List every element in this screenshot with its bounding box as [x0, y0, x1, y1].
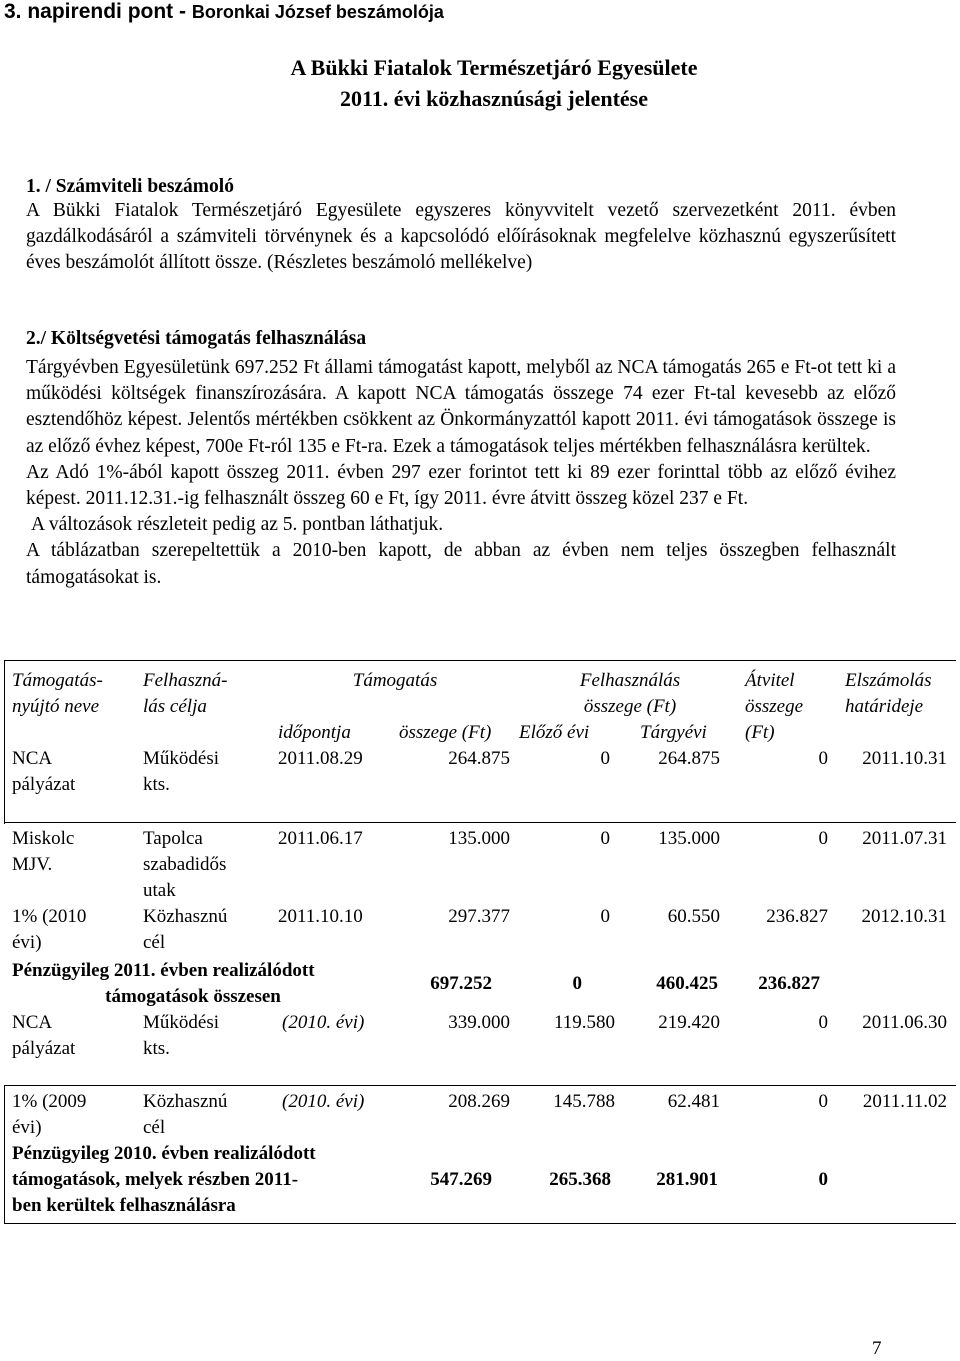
report-title: A Bükki Fiatalok Természetjáró Egyesülete [290, 55, 698, 80]
section-heading-rest: Boronkai József beszámolója [191, 2, 444, 22]
row3-provider-1: 1% (2010 [12, 906, 87, 927]
row3-amount: 297.377 [448, 906, 510, 927]
header-deadline-2: határideje [845, 696, 924, 717]
header-amount: összege (Ft) [399, 722, 492, 743]
sum2011-amount: 697.252 [430, 973, 492, 994]
row1-provider-1: NCA [12, 748, 53, 769]
table-rule [4, 1223, 956, 1224]
row5-provider-2: évi) [12, 1117, 42, 1138]
row4-amount: 339.000 [448, 1012, 510, 1033]
row3-prev: 0 [600, 906, 610, 927]
table-rule [4, 822, 956, 823]
page-number: 7 [872, 1338, 882, 1359]
section-2-paragraph-1: Tárgyévben Egyesületünk 697.252 Ft állami támogatást kapott, melyből az NCA támogatás 265 e Ft-ot tett ki a működési költségek finanszírozására. A kapott NCA támogatás összege 74 ezer Ft-tal kevesebb az előző esztendőhöz képest. Jelentős mértékben csökkent az Önkormányzattól kapott 2011. évi támogatások összege is az előző évhez képest, 700e Ft-ról 135 e Ft-ra. Ezek a támogatások teljes mértékben felhasználásra kerültek. [26, 357, 896, 457]
header-deadline-1: Elszámolás [845, 670, 932, 691]
row2-purpose-2: szabadidős [143, 854, 227, 875]
row3-purpose-1: Közhasznú [143, 906, 228, 927]
sum2010-label-3: ben kerültek felhasználásra [12, 1195, 236, 1216]
row2-provider-2: MJV. [12, 854, 53, 875]
header-provider-1: Támogatás- [12, 670, 103, 691]
row5-transfer: 0 [818, 1091, 828, 1112]
header-purpose-2: lás célja [143, 696, 207, 717]
row1-prev: 0 [600, 748, 610, 769]
row3-purpose-2: cél [143, 932, 166, 953]
sum2010-label-1: Pénzügyileg 2010. évben realizálódott [12, 1143, 316, 1164]
row3-provider-2: évi) [12, 932, 42, 953]
header-purpose-1: Felhaszná- [143, 670, 228, 691]
header-provider-2: nyújtó neve [12, 696, 100, 717]
header-use-2: összege (Ft) [583, 696, 677, 717]
section-2-paragraph-2: Az Adó 1%-ából kapott összeg 2011. évben 297 ezer forintot tett ki 89 ezer forinttal több az előző évihez képest. 2011.12.31.-ig felhasznált összeg 60 e Ft, így 2011. évre átvitt összeg közel 237 e Ft. [26, 461, 896, 510]
section-2-heading: 2./ Költségvetési támogatás felhasználása [26, 328, 367, 349]
row4-purpose-1: Működési [143, 1012, 219, 1033]
row1-curr: 264.875 [658, 748, 720, 769]
table-rule [4, 660, 956, 661]
sum2010-curr: 281.901 [656, 1169, 718, 1190]
row5-curr: 62.481 [667, 1091, 720, 1112]
header-use-1: Felhasználás [579, 670, 681, 691]
row3-deadline: 2012.10.31 [861, 906, 947, 927]
row1-provider-2: pályázat [12, 774, 76, 795]
row2-curr: 135.000 [658, 828, 720, 849]
section-2-paragraph-3: A változások részleteit pedig az 5. pontban láthatjuk. [31, 514, 444, 536]
report-subtitle: 2011. évi közhasznúsági jelentése [340, 86, 648, 111]
sum2010-prev: 265.368 [549, 1169, 611, 1190]
row4-deadline: 2011.06.30 [862, 1012, 947, 1033]
row1-purpose-2: kts. [143, 774, 170, 795]
row2-purpose-3: utak [143, 880, 176, 901]
sum2010-amount: 547.269 [430, 1169, 492, 1190]
row1-amount: 264.875 [448, 748, 510, 769]
table-rule [4, 660, 5, 824]
table-rule [4, 1085, 956, 1086]
row2-purpose-1: Tapolca [143, 828, 203, 849]
row2-transfer: 0 [818, 828, 828, 849]
sum2011-transfer: 236.827 [758, 973, 820, 994]
row1-transfer: 0 [818, 748, 828, 769]
sum2011-prev: 0 [572, 973, 582, 994]
row4-provider-1: NCA [12, 1012, 53, 1033]
sum2011-label-1: Pénzügyileg 2011. évben realizálódott [12, 960, 315, 981]
row1-purpose-1: Működési [143, 748, 219, 769]
header-prev: Előző évi [519, 722, 590, 743]
row2-amount: 135.000 [448, 828, 510, 849]
row3-curr: 60.550 [667, 906, 720, 927]
header-date: időpontja [278, 722, 351, 743]
sum2011-label-2: támogatások összesen [105, 986, 281, 1007]
row4-transfer: 0 [818, 1012, 828, 1033]
sum2011-curr: 460.425 [656, 973, 718, 994]
row4-prev: 119.580 [553, 1012, 615, 1033]
sum2010-label-2: támogatások, melyek részben 2011- [12, 1169, 299, 1190]
section-1-heading: 1. / Számviteli beszámoló [26, 176, 234, 197]
row4-date: (2010. évi) [282, 1012, 365, 1033]
header-transfer-1: Átvitel [745, 670, 795, 691]
row5-amount: 208.269 [448, 1091, 510, 1112]
row2-provider-1: Miskolc [12, 828, 75, 849]
row2-deadline: 2011.07.31 [862, 828, 947, 849]
section-2-paragraph-4: A táblázatban szerepeltettük a 2010-ben kapott, de abban az évben nem teljes összegben felhasznált támogatásokat is. [26, 540, 896, 588]
row2-prev: 0 [600, 828, 610, 849]
section-1-paragraph: A Bükki Fiatalok Természetjáró Egyesülete egyszeres könyvvitelt vezető szervezetként 2011. évben gazdálkodásáról a számviteli törvénynek és a kapcsolódó előírásoknak megfelelve közhasznú egyszerűsített éves beszámolót állított össze. (Részletes beszámoló mellékelve) [26, 200, 896, 274]
row5-date: (2010. évi) [282, 1091, 365, 1112]
header-support: Támogatás [352, 670, 438, 691]
row2-date: 2011.06.17 [278, 828, 363, 849]
section-heading-prefix: 3. napirendi pont - [4, 0, 192, 23]
header-transfer-2: összege [745, 696, 804, 717]
header-curr: Tárgyévi [640, 722, 707, 743]
table-rule [4, 1085, 5, 1223]
header-transfer-3: (Ft) [745, 722, 775, 743]
row3-transfer: 236.827 [766, 906, 828, 927]
row4-provider-2: pályázat [12, 1038, 76, 1059]
row5-provider-1: 1% (2009 [12, 1091, 87, 1112]
row5-deadline: 2011.11.02 [862, 1091, 947, 1112]
sum2010-transfer: 0 [818, 1169, 828, 1190]
row5-prev: 145.788 [553, 1091, 615, 1112]
row1-deadline: 2011.10.31 [862, 748, 947, 769]
row5-purpose-2: cél [143, 1117, 166, 1138]
row5-purpose-1: Közhasznú [143, 1091, 228, 1112]
row1-date: 2011.08.29 [278, 748, 363, 769]
row4-curr: 219.420 [658, 1012, 720, 1033]
row4-purpose-2: kts. [143, 1038, 170, 1059]
row3-date: 2011.10.10 [278, 906, 363, 927]
